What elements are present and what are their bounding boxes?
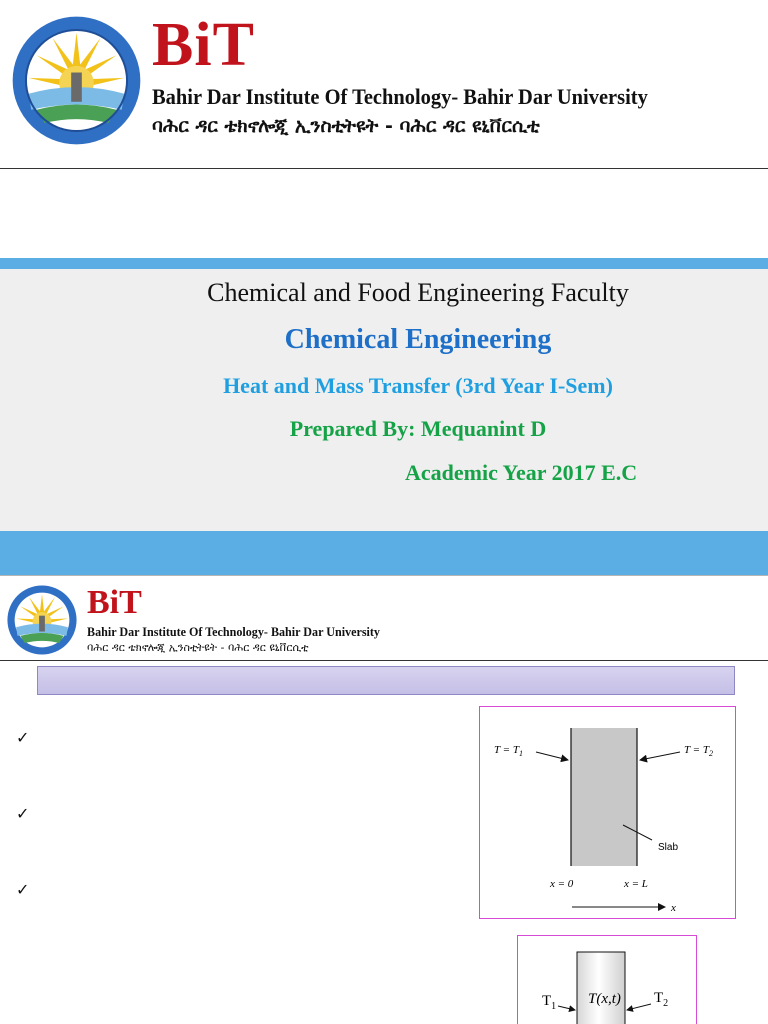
department-title: Chemical Engineering [284, 324, 552, 355]
t1-label: $T_1$ [542, 993, 557, 1012]
txt-label: T(x,t) [588, 991, 621, 1007]
bullet-check-icon: ✓ [16, 728, 30, 747]
t1-arrow [558, 1006, 575, 1010]
institution-name-amharic-small: ባሕር ዳር ቴክኖሎጂ ኢንስቲትዩት - ባሕር ዳር ዩኒቨርሲቲ [87, 641, 309, 654]
slab-body [571, 728, 637, 866]
prepared-by: Prepared By: Mequanint D [289, 416, 547, 441]
t2-arrow [627, 1004, 651, 1010]
institution-name-english-small: Bahir Dar Institute Of Technology- Bahir Dar University [87, 624, 380, 639]
academic-year: Academic Year 2017 E.C [405, 460, 638, 485]
x-axis-label: x [671, 902, 676, 914]
slide-title-bar [37, 666, 735, 695]
left-temp-arrow [536, 752, 568, 760]
slab-label: Slab [658, 842, 679, 853]
institution-name-english: Bahir Dar Institute Of Technology- Bahir Dar University [152, 84, 648, 109]
profile-diagram [518, 936, 696, 1024]
temperature-profile-figure [517, 935, 697, 1024]
course-title: Heat and Mass Transfer (3rd Year I-Sem) [223, 373, 613, 398]
institution-name-amharic: ባሕር ዳር ቴክኖሎጂ ኢንስቲትዩት - ባሕር ዳር ዩኒቨርሲቲ [152, 115, 540, 137]
header-divider-small [0, 660, 768, 661]
x-end-label: x = L [624, 878, 648, 890]
t2-label: $T_2$ [654, 990, 669, 1009]
slide-separator [0, 575, 768, 576]
bullet-check-icon: ✓ [16, 804, 30, 823]
university-seal-logo [10, 14, 143, 147]
brand-title-small: BiT [87, 584, 142, 621]
brand-title: BiT [152, 11, 255, 79]
x-start-label: x = 0 [550, 878, 574, 890]
slab-figure [479, 706, 736, 919]
header-divider [0, 168, 768, 169]
faculty-title: Chemical and Food Engineering Faculty [207, 278, 629, 307]
slab-diagram [480, 707, 735, 918]
left-temp-label: $T = T_1$ [494, 744, 523, 758]
right-temp-label: $T = T_2$ [684, 744, 713, 758]
right-temp-arrow [640, 752, 680, 760]
rod-body [577, 952, 625, 1024]
university-seal-logo-small [6, 584, 78, 656]
title-panel [0, 269, 768, 531]
bullet-check-icon: ✓ [16, 880, 30, 899]
